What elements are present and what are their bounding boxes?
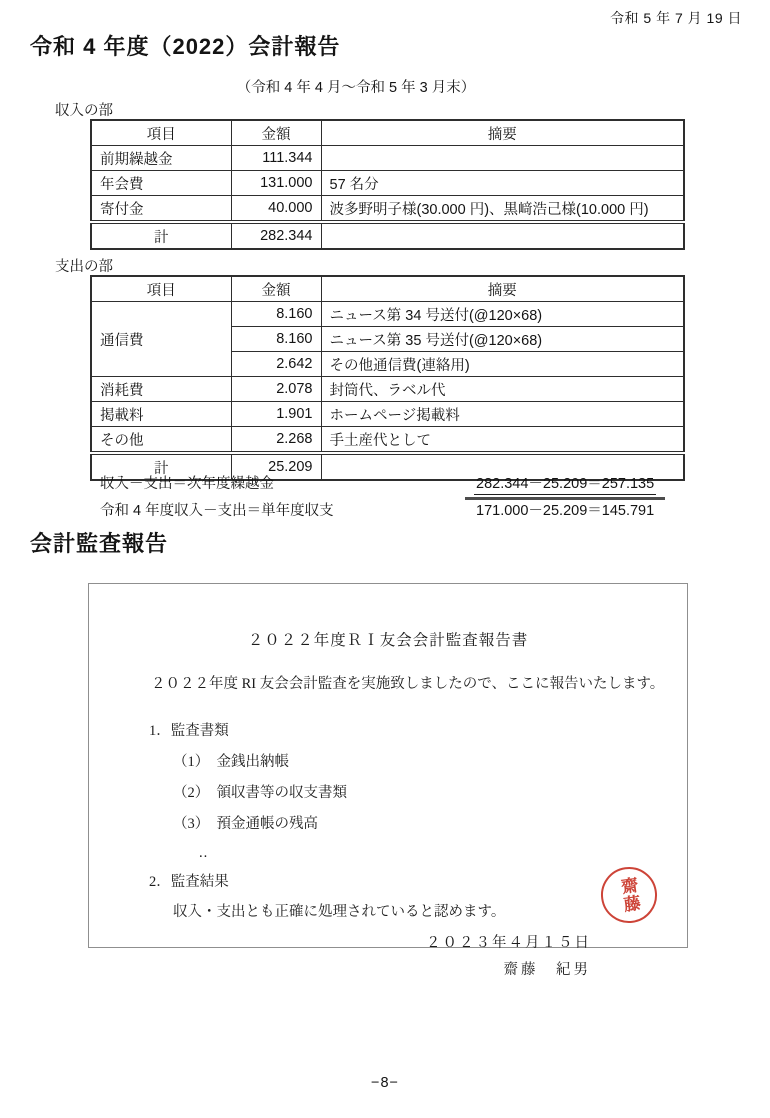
income-amount: 111.344 <box>231 146 321 171</box>
income-note <box>321 146 684 171</box>
income-header-item: 項目 <box>91 120 231 146</box>
table-row <box>91 377 684 402</box>
page-number: −8− <box>371 1075 399 1091</box>
expense-note: 封筒代、ラベル代 <box>321 377 684 402</box>
audit-result-text: 収入・支出とも正確に処理されていると認めます。 <box>173 904 506 920</box>
expense-header-item: 項目 <box>91 276 231 302</box>
expense-note: 手土産代として <box>321 427 684 454</box>
income-note: 57 名分 <box>321 171 684 196</box>
audit-report-title: ２０２２年度ＲＩ友会会計監査報告書 <box>247 632 529 649</box>
income-total-label: 計 <box>91 222 231 249</box>
table-row <box>91 302 684 327</box>
audit-report-box <box>88 583 688 978</box>
audit-intro-text: ２０２２年度 RI 友会会計監査を実施致しましたので、ここに報告いたします。 <box>151 676 665 692</box>
annual-balance-equation-value: 171.000－25.209＝145.791 <box>476 503 655 519</box>
expense-header-note: 摘要 <box>321 276 684 302</box>
expense-amount: 1.901 <box>231 402 321 427</box>
audit-documents-heading: 1．監査書類 <box>149 723 229 739</box>
expense-amount: 2.078 <box>231 377 321 402</box>
auditor-signature: 齋藤 紀男 <box>503 962 591 978</box>
expense-amount: 2.642 <box>231 352 321 377</box>
income-item: 年会費 <box>91 171 231 196</box>
expense-amount: 8.160 <box>231 302 321 327</box>
expense-group-item: 通信費 <box>91 302 231 377</box>
income-section-label: 収入の部 <box>55 103 113 119</box>
income-total-note <box>321 222 684 249</box>
income-amount: 131.000 <box>231 171 321 196</box>
expense-item: 消耗費 <box>91 377 231 402</box>
expense-total-label: 計 <box>91 453 231 480</box>
income-note: 波多野明子様(30.000 円)、黒﨑浩己様(10.000 円) <box>321 196 684 223</box>
expense-header-amount: 金額 <box>231 276 321 302</box>
income-item: 寄付金 <box>91 196 231 223</box>
income-header-row <box>91 120 684 146</box>
annual-balance-equation-label: 令和 4 年度収入－支出＝単年度収支 <box>100 503 334 519</box>
expense-note: その他通信費(連絡用) <box>321 352 684 377</box>
expense-header-row <box>91 276 684 302</box>
expense-item: 掲載料 <box>91 402 231 427</box>
audit-dots: .. <box>199 845 209 861</box>
income-total-amount: 282.344 <box>231 222 321 249</box>
expense-amount: 2.268 <box>231 427 321 454</box>
balance-summary <box>100 472 680 526</box>
expense-note: ホームページ掲載料 <box>321 402 684 427</box>
table-row <box>91 146 684 171</box>
table-row <box>91 196 684 223</box>
report-period-subtitle: （令和 4 年 4 月～令和 5 年 3 月末） <box>236 80 476 96</box>
income-amount: 40.000 <box>231 196 321 223</box>
income-header-note: 摘要 <box>321 120 684 146</box>
expense-amount: 8.160 <box>231 327 321 352</box>
page-title: 令和 4 年度（2022）会計報告 <box>30 34 341 59</box>
table-row <box>91 171 684 196</box>
income-total-row <box>91 222 684 249</box>
carryover-equation-underline <box>465 472 665 500</box>
annual-balance-equation-row <box>100 499 680 526</box>
carryover-equation-row <box>100 472 680 499</box>
expense-note: ニュース第 35 号送付(@120×68) <box>321 327 684 352</box>
audit-date: ２０２３年４月１５日 <box>426 935 591 951</box>
carryover-equation-value: 282.344－25.209＝257.135 <box>474 472 656 495</box>
audit-subitem-cashbook: （1） 金銭出納帳 <box>173 754 289 770</box>
income-header-amount: 金額 <box>231 120 321 146</box>
audit-subitem-passbook: （3） 預金通帳の残高 <box>173 816 318 832</box>
expense-item: その他 <box>91 427 231 454</box>
expense-total-amount: 25.209 <box>231 453 321 480</box>
audit-section-heading: 会計監査報告 <box>30 531 169 556</box>
income-item: 前期繰越金 <box>91 146 231 171</box>
document-date: 令和 5 年 7 月 19 日 <box>610 10 742 26</box>
table-row <box>91 402 684 427</box>
hanko-seal-icon: 齋藤 <box>597 863 660 926</box>
income-table <box>90 119 685 250</box>
expense-section-label: 支出の部 <box>55 259 113 275</box>
audit-result-heading: 2．監査結果 <box>149 874 229 890</box>
expense-table <box>90 275 685 481</box>
expense-note: ニュース第 34 号送付(@120×68) <box>321 302 684 327</box>
audit-subitem-receipts: （2） 領収書等の収支書類 <box>173 785 347 801</box>
carryover-equation-label: 収入－支出＝次年度繰越金 <box>100 476 274 492</box>
table-row <box>91 427 684 454</box>
